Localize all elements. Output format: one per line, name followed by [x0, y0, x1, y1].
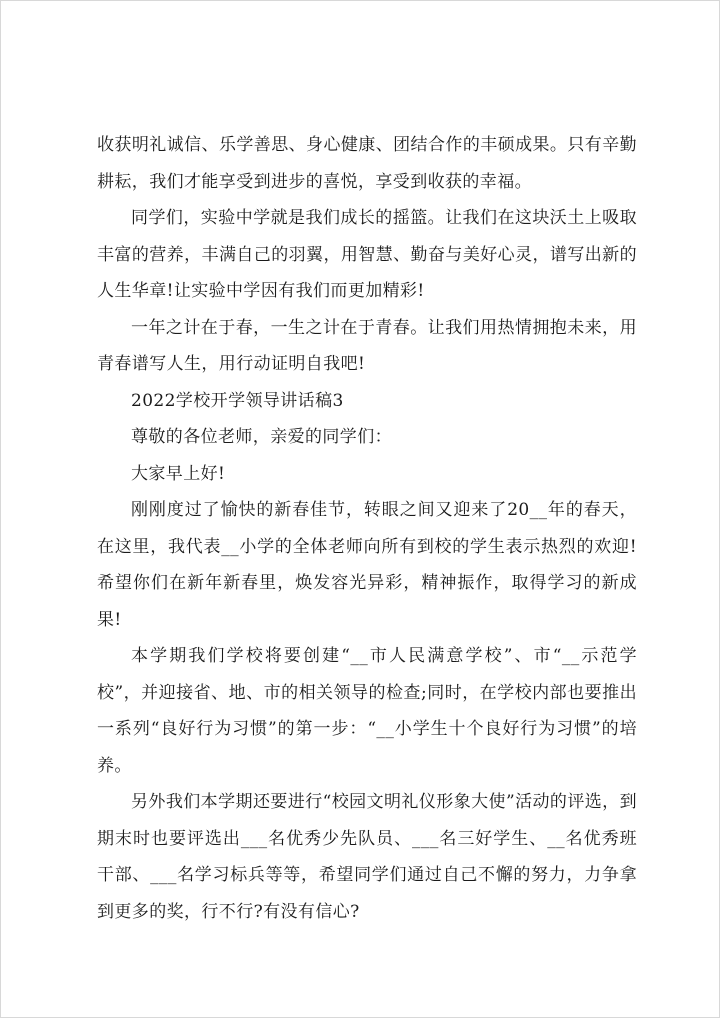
- paragraph-classmates: 同学们，实验中学就是我们成长的摇篮。让我们在这块沃土上吸取丰富的营养，丰满自己的羽翼，用智慧、勤奋与美好心灵，谱写出新的人生华章!让实验中学因有我们而更加精彩!: [97, 208, 637, 301]
- paragraph-semester-plan: 本学期我们学校将要创建“__市人民满意学校”、市“__示范学校”，并迎接省、地、市的相关领导的检查;同时，在学校内部也要推出一系列“良好行为习惯”的第一步：“__小学生十个良好行为习惯”的培养。: [97, 646, 637, 776]
- paragraph-harvest: 收获明礼诚信、乐学善思、身心健康、团结合作的丰硕成果。只有辛勤耕耘，我们才能享受到进步的喜悦，享受到收获的幸福。: [97, 135, 637, 192]
- paragraph-awards: 另外我们本学期还要进行“校园文明礼仪形象大使”活动的评选，到期末时也要评选出___名优秀少先队员、___名三好学生、__名优秀班干部、___名学习标兵等等，希望同学们通过自己不懈的努力，力争拿到更多的奖，行不行?有没有信心?: [97, 792, 637, 922]
- section-heading: 2022学校开学领导讲话稿3: [131, 390, 344, 411]
- greeting: 大家早上好!: [131, 463, 226, 484]
- salutation: 尊敬的各位老师，亲爱的同学们：: [131, 427, 392, 447]
- paragraph-spring: 一年之计在于春，一生之计在于青春。让我们用热情拥抱未来，用青春谱写人生，用行动证明自我吧!: [97, 317, 637, 374]
- paragraph-new-year: 刚刚度过了愉快的新春佳节，转眼之间又迎来了20__年的春天，在这里，我代表__小学的全体老师向所有到校的学生表示热烈的欢迎!希望你们在新年新春里，焕发容光异彩，精神振作，取得学习的新成果!: [97, 500, 637, 630]
- document-body: [97, 127, 637, 930]
